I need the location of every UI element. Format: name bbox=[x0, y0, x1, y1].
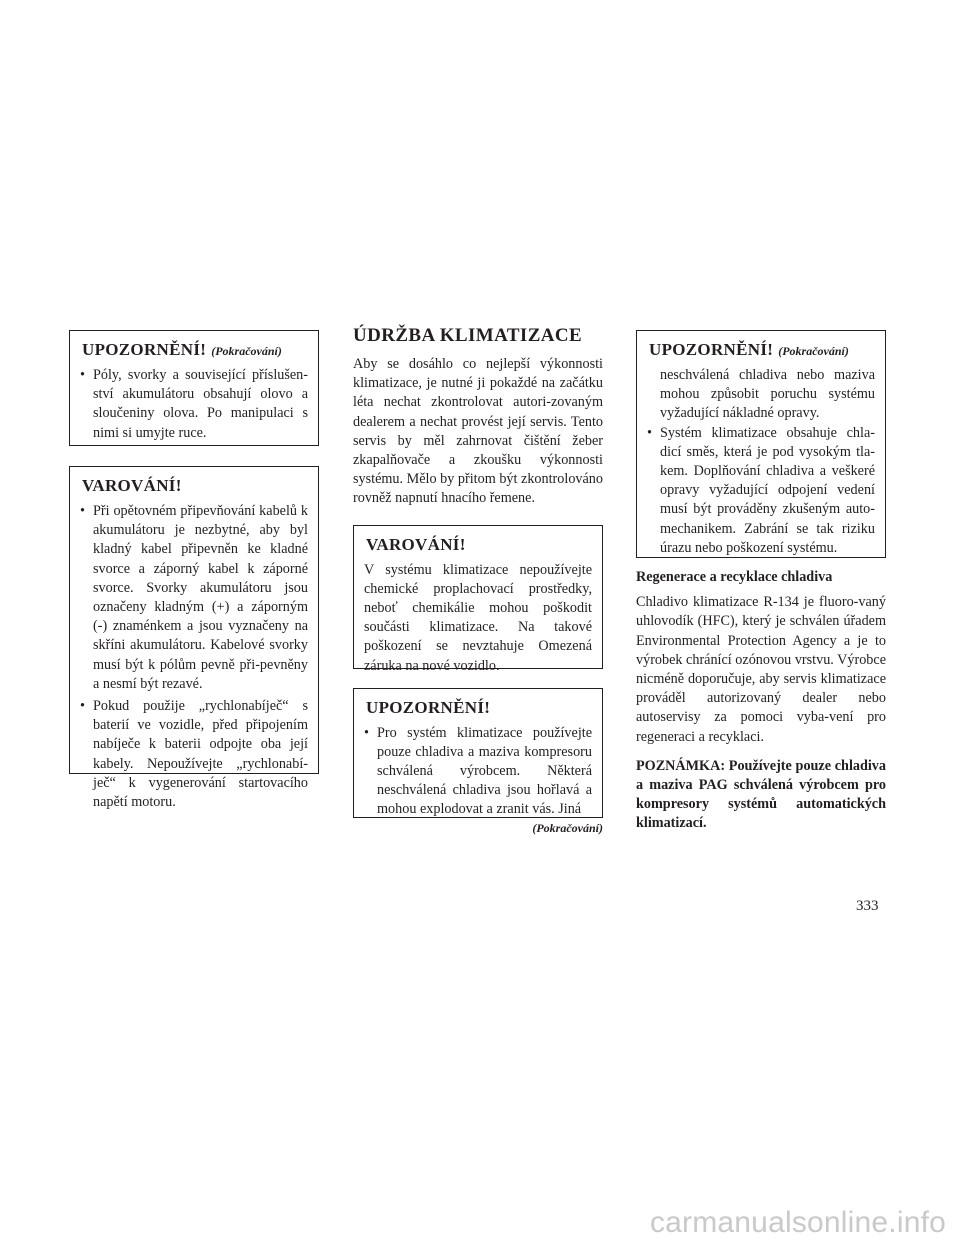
left-column bbox=[69, 330, 319, 811]
caution-box-continued bbox=[636, 330, 886, 558]
caution-box-continued bbox=[69, 330, 319, 446]
page-number: 333 bbox=[856, 898, 879, 914]
caution-title: UPOZORNĚNÍ! bbox=[366, 697, 491, 717]
intro-paragraph: Aby se dosáhlo co nejlepší výkonnosti klimatizace, je nutné ji pokaždé na začátku léta nechat zkontrolovat autori-zovaným dealerem a nechat provést její servis. Tento servis by měl zahrnovat čištění žeber zkapalňovače a zkoušku výkonnosti systému. Mělo by přitom být zkontrolováno rovněž napnutí hnacího řemene. bbox=[353, 356, 603, 507]
section-title: ÚDRŽBA KLIMATIZACE bbox=[353, 325, 583, 346]
continued-label: (Pokračování) bbox=[211, 344, 282, 358]
refrigerant-paragraph: Chladivo klimatizace R-134 je fluoro-vaný uhlovodík (HFC), který je schválen úřadem Environmental Protection Agency a je to výrobek chránící ozónovou vrstvu. Výrobce nicméně doporučuje, aby servis klimatizace prováděl autorizovaný dealer nebo autoservisy za pomoci vyba-vení pro regeneraci a recyklaci. bbox=[636, 594, 886, 745]
warning-box bbox=[353, 525, 603, 674]
warning-bullet: • Při opětovném připevňování kabelů k akumulátoru je nezbytné, aby byl kladný kabel připevněn ke kladné svorce a záporný kabel k záporné svorce. Svorky akumulátoru jsou označeny kladným (+) a záporným (-) znaménkem a jsou vyznačeny na skříni akumulátoru. Kabelové svorky musí být k pólům pevně při-pevněny a nesmí být rezavé. bbox=[80, 502, 308, 694]
caution-box bbox=[353, 688, 603, 818]
continued-label: (Pokračování) bbox=[532, 820, 603, 835]
continued-label: (Pokračování) bbox=[778, 344, 849, 358]
caution-title: UPOZORNĚNÍ! (Pokračování) bbox=[649, 340, 849, 359]
caution-continued-text: neschválená chladiva nebo maziva mohou způsobit poruchu systému vyžadující nákladné opravy. bbox=[660, 367, 875, 422]
note-paragraph: POZNÁMKA: Používejte pouze chladiva a maziva PAG schválená výrobcem pro kompresory systémů automatických klimatizací. bbox=[636, 757, 886, 832]
warning-title: VAROVÁNÍ! bbox=[82, 476, 182, 495]
caution-title: UPOZORNĚNÍ! (Pokračování) bbox=[82, 340, 282, 359]
warning-title: VAROVÁNÍ! bbox=[366, 534, 466, 554]
caution-bullet: • Pro systém klimatizace používejte pouze chladiva a maziva kompresoru schválená výrobcem. Některá neschválená chladiva jsou hořlavá a mohou explodovat a zranit vás. Jiná bbox=[364, 724, 592, 820]
subheading: Regenerace a recyklace chladiva bbox=[636, 569, 833, 585]
right-column bbox=[636, 330, 886, 834]
caution-bullet: • Póly, svorky a související příslušen-ství akumulátoru obsahují olovo a sloučeniny olova. Po manipulaci s nimi si umyjte ruce. bbox=[80, 366, 308, 443]
warning-box bbox=[69, 466, 319, 811]
warning-bullet: • Pokud použije „rychlonabíječ“ s baterií ve vozidle, před připojením nabíječe k baterii odpojte oba její kabely. Nepoužívejte „rychlonabí-ječ“ k vygenerování startovacího napětí motoru. bbox=[80, 697, 308, 812]
warning-text: V systému klimatizace nepoužívejte chemické proplachovací prostředky, neboť chemikálie mohou poškodit součásti klimatizace. Na takové poškození se nevztahuje Omezená záruka na nové vozidlo. bbox=[364, 561, 592, 674]
middle-column bbox=[353, 325, 603, 836]
watermark: carmanualsonline.info bbox=[649, 1206, 946, 1239]
caution-bullet: • Systém klimatizace obsahuje chla-dicí směs, která je pod vysokým tla-kem. Doplňování chladiva a veškeré opravy vyžadující odpojení vedení musí být prováděny zkušeným auto-mechanikem. Zabrání se tak riziku úrazu nebo poškození systému. bbox=[647, 424, 875, 558]
